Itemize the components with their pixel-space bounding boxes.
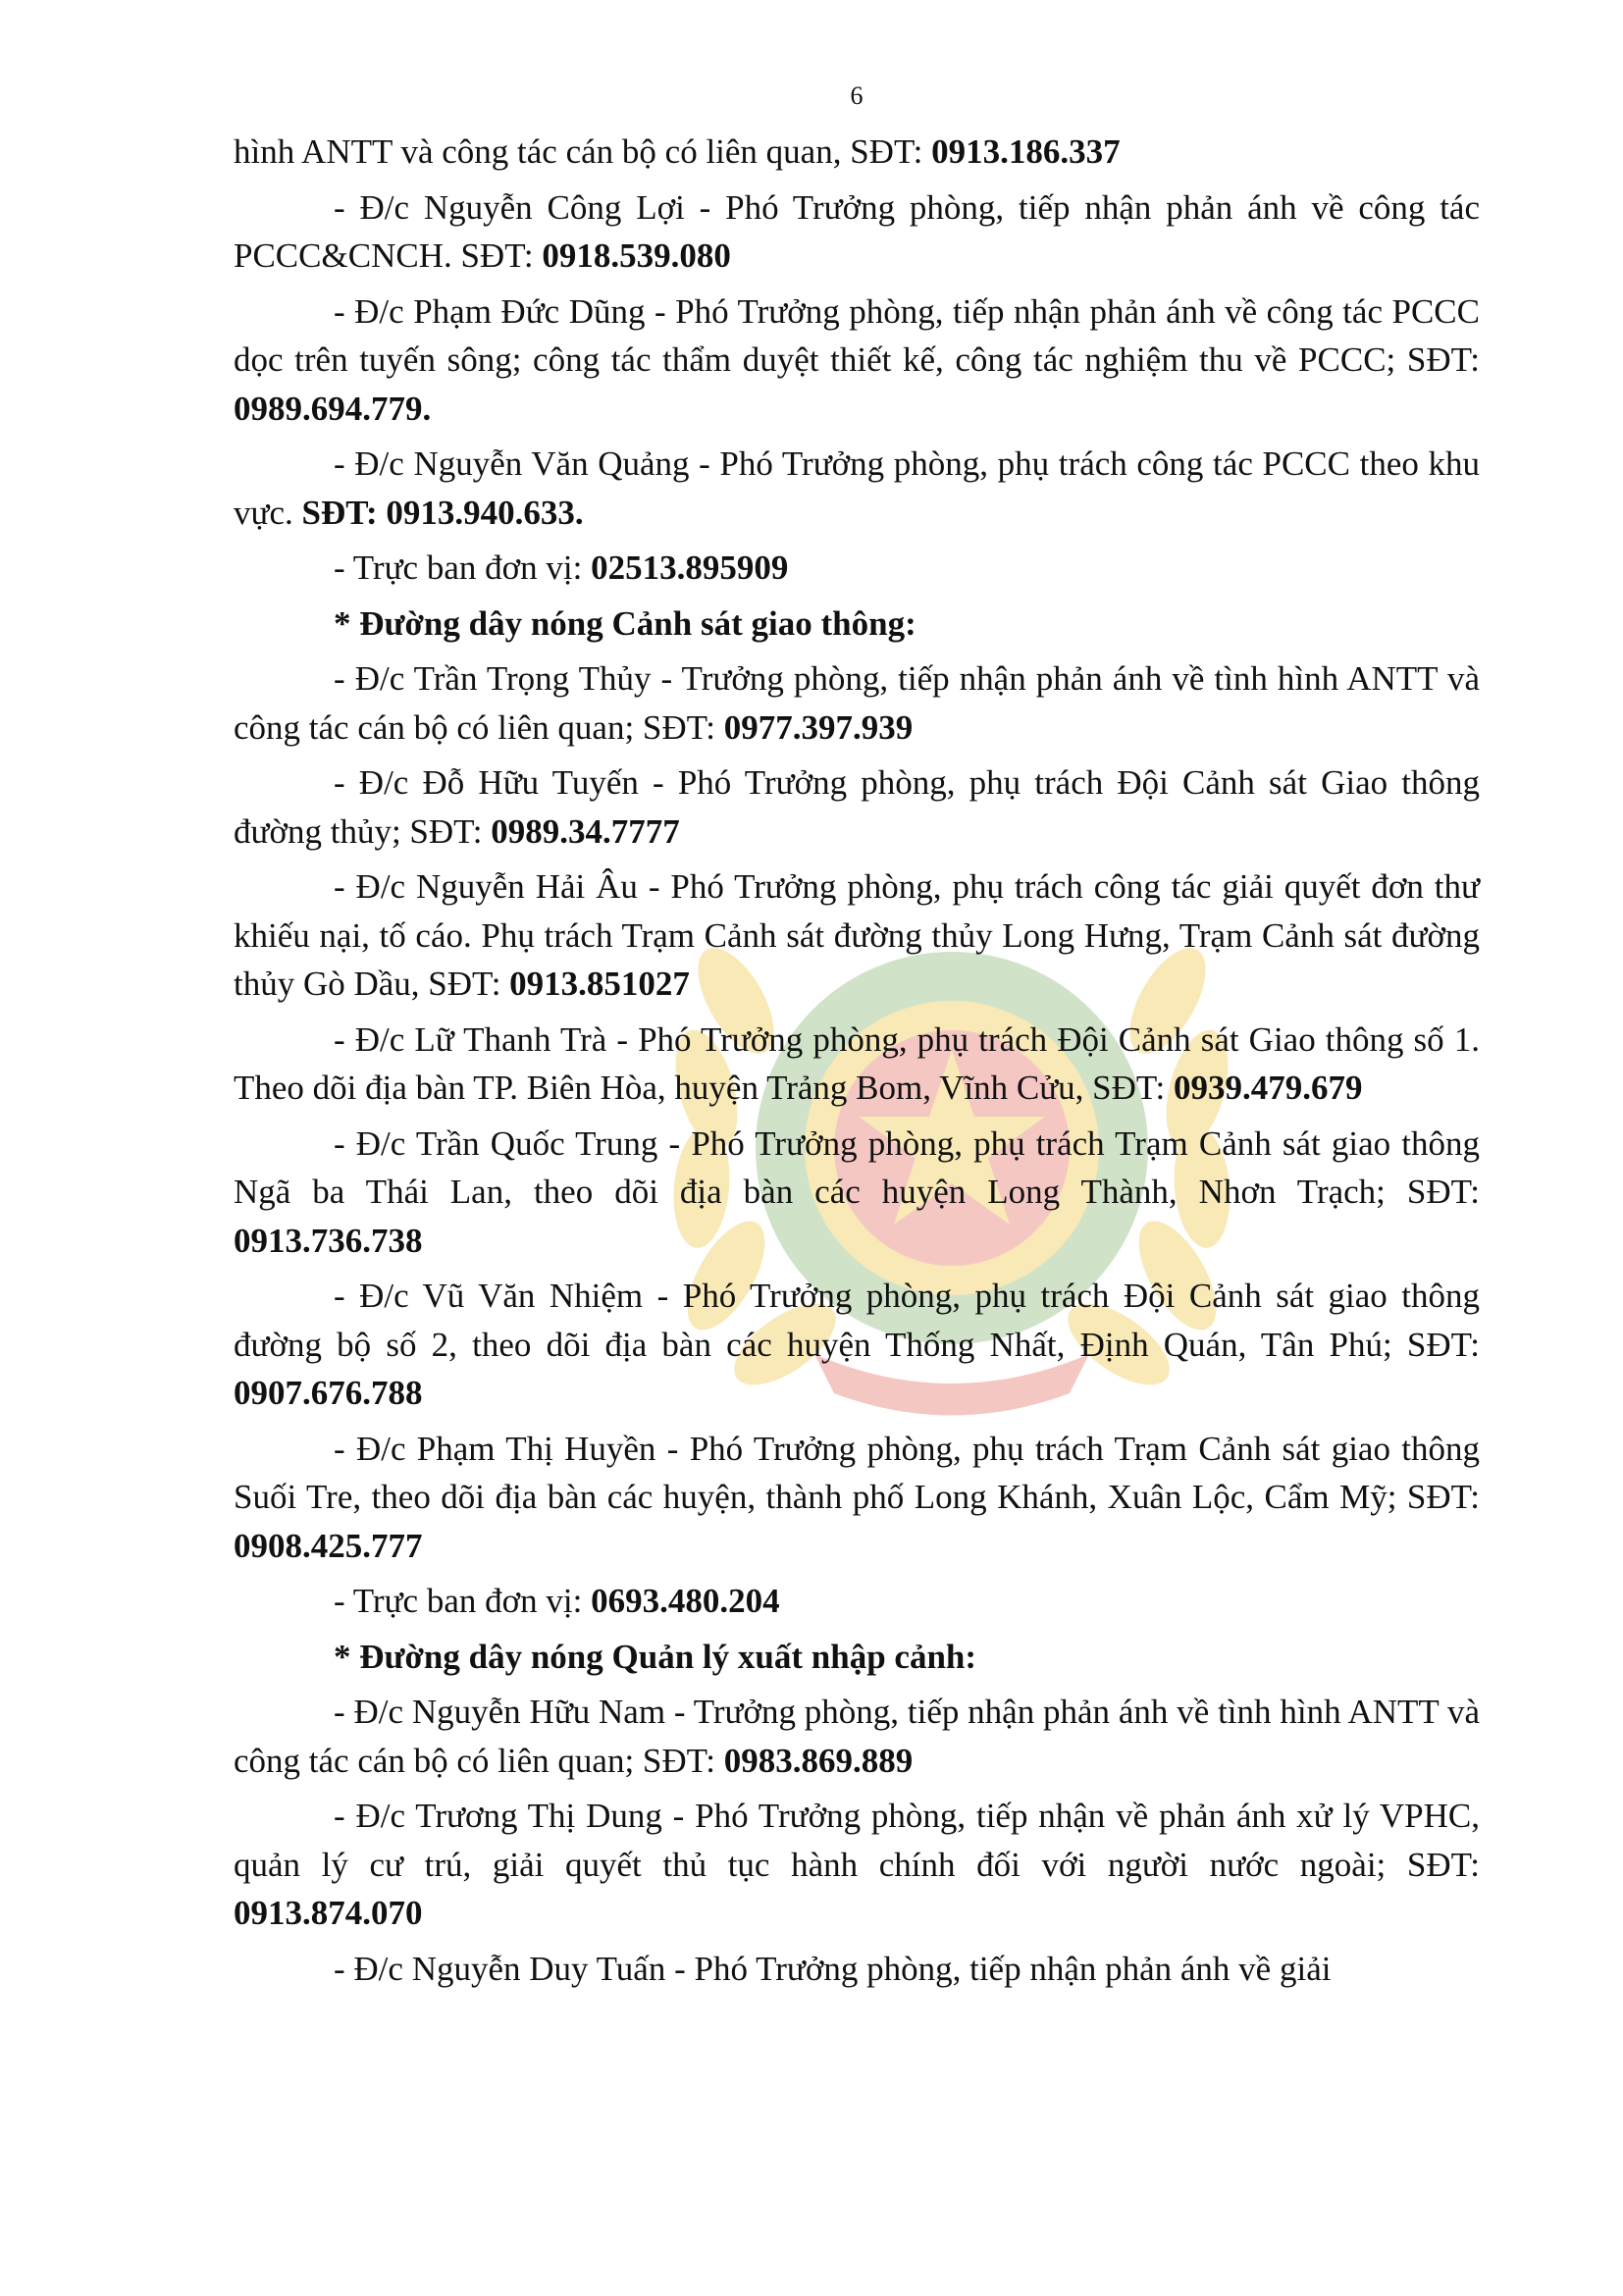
phone-number: 0913.874.070: [234, 1894, 423, 1932]
phone-number: 0983.869.889: [723, 1741, 914, 1780]
contact-paragraph: [234, 287, 1480, 434]
contact-description: hình ANTT và công tác cán bộ có liên quan, SĐT:: [234, 132, 932, 171]
contact-paragraph: [234, 1120, 1480, 1266]
contact-description: - Đ/c Phạm Thị Huyền - Phó Trưởng phòng, phụ trách Trạm Cảnh sát giao thông Suối Tre, theo dõi địa bàn các huyện, thành phố Long Khánh, Xuân Lộc, Cẩm Mỹ; SĐT:: [234, 1429, 1480, 1516]
contact-paragraph: [234, 1945, 1480, 1994]
document-page: [234, 73, 1480, 2000]
contact-paragraph: [234, 544, 1480, 593]
contact-description: - Đ/c Phạm Đức Dũng - Phó Trưởng phòng, tiếp nhận phản ánh về công tác PCCC dọc trên tuyến sông; công tác thẩm duyệt thiết kế, công tác nghiệm thu về PCCC; SĐT:: [234, 291, 1480, 379]
contact-description: - Đ/c Trần Trọng Thủy - Trưởng phòng, tiếp nhận phản ánh về tình hình ANTT và công tác cán bộ có liên quan; SĐT:: [234, 659, 1480, 747]
contact-paragraph: [234, 1792, 1480, 1938]
phone-number: 0913.736.738: [234, 1221, 423, 1260]
contact-paragraph: [234, 183, 1480, 281]
phone-number: 0907.676.788: [234, 1374, 423, 1412]
contact-paragraph: [234, 1688, 1480, 1785]
contact-description: - Trực ban đơn vị:: [334, 1582, 592, 1620]
contact-description: - Đ/c Trương Thị Dung - Phó Trưởng phòng, tiếp nhận về phản ánh xử lý VPHC, quản lý cư trú, giải quyết thủ tục hành chính đối với người nước ngoài; SĐT:: [234, 1797, 1480, 1884]
contact-description: - Đ/c Nguyễn Hữu Nam - Trưởng phòng, tiếp nhận phản ánh về tình hình ANTT và công tác cán bộ có liên quan; SĐT:: [234, 1693, 1480, 1780]
contact-paragraph: [234, 1016, 1480, 1113]
contact-paragraph: [234, 1577, 1480, 1626]
section-heading: * Đường dây nóng Cảnh sát giao thông:: [334, 603, 916, 643]
contact-paragraph: [234, 128, 1480, 177]
phone-number: 02513.895909: [591, 548, 789, 587]
contact-description: - Đ/c Lữ Thanh Trà - Phó Trưởng phòng, phụ trách Đội Cảnh sát Giao thông số 1. Theo dõi địa bàn TP. Biên Hòa, huyện Trảng Bom, Vĩnh Cửu, SĐT:: [234, 1019, 1480, 1107]
contact-paragraph: [234, 1425, 1480, 1571]
phone-number: 0913.851027: [509, 965, 690, 1003]
contact-description: - Đ/c Nguyễn Văn Quảng - Phó Trưởng phòng, phụ trách công tác PCCC theo khu vực.: [234, 444, 1480, 532]
phone-number: 0989.34.7777: [491, 811, 680, 851]
contact-paragraph: [234, 1272, 1480, 1418]
contact-description: - Trực ban đơn vị:: [334, 548, 592, 587]
page-number: 6: [850, 81, 864, 110]
contact-description: - Đ/c Nguyễn Công Lợi - Phó Trưởng phòng, tiếp nhận phản ánh về công tác PCCC&CNCH. SĐT:: [234, 187, 1480, 275]
phone-number: 0913.186.337: [931, 132, 1121, 171]
contact-paragraph: [234, 654, 1480, 752]
phone-number: 0989.694.779.: [234, 389, 432, 428]
phone-number: 0939.479.679: [1174, 1069, 1363, 1107]
phone-number: SĐT: 0913.940.633.: [301, 493, 584, 532]
phone-number: 0977.397.939: [723, 707, 914, 747]
contact-description: - Đ/c Trần Quốc Trung - Phó Trưởng phòng, phụ trách Trạm Cảnh sát giao thông Ngã ba Thái Lan, theo dõi địa bàn các huyện Long Thành, Nhơn Trạch; SĐT:: [234, 1123, 1480, 1211]
contact-description: - Đ/c Đỗ Hữu Tuyến - Phó Trưởng phòng, phụ trách Đội Cảnh sát Giao thông đường thủy; SĐT:: [234, 763, 1480, 851]
contact-description: - Đ/c Nguyễn Hải Âu - Phó Trưởng phòng, phụ trách công tác giải quyết đơn thư khiếu nại, tố cáo. Phụ trách Trạm Cảnh sát đường thủy Long Hưng, Trạm Cảnh sát đường thủy Gò Dầu, SĐT:: [234, 867, 1480, 1003]
contact-paragraph: [234, 440, 1480, 537]
contact-paragraph: [234, 758, 1480, 856]
contact-description: - Đ/c Nguyễn Duy Tuấn - Phó Trưởng phòng, tiếp nhận phản ánh về giải: [334, 1949, 1332, 1988]
phone-number: 0908.425.777: [234, 1526, 423, 1565]
phone-number: 0693.480.204: [591, 1582, 780, 1620]
section-heading: * Đường dây nóng Quản lý xuất nhập cảnh:: [334, 1637, 977, 1676]
contact-paragraph: [234, 862, 1480, 1009]
phone-number: 0918.539.080: [542, 236, 731, 275]
contact-description: - Đ/c Vũ Văn Nhiệm - Phó Trưởng phòng, phụ trách Đội Cảnh sát giao thông đường bộ số 2, theo dõi địa bàn các huyện Thống Nhất, Định Quán, Tân Phú; SĐT:: [234, 1277, 1480, 1364]
document-body: [234, 128, 1480, 1993]
